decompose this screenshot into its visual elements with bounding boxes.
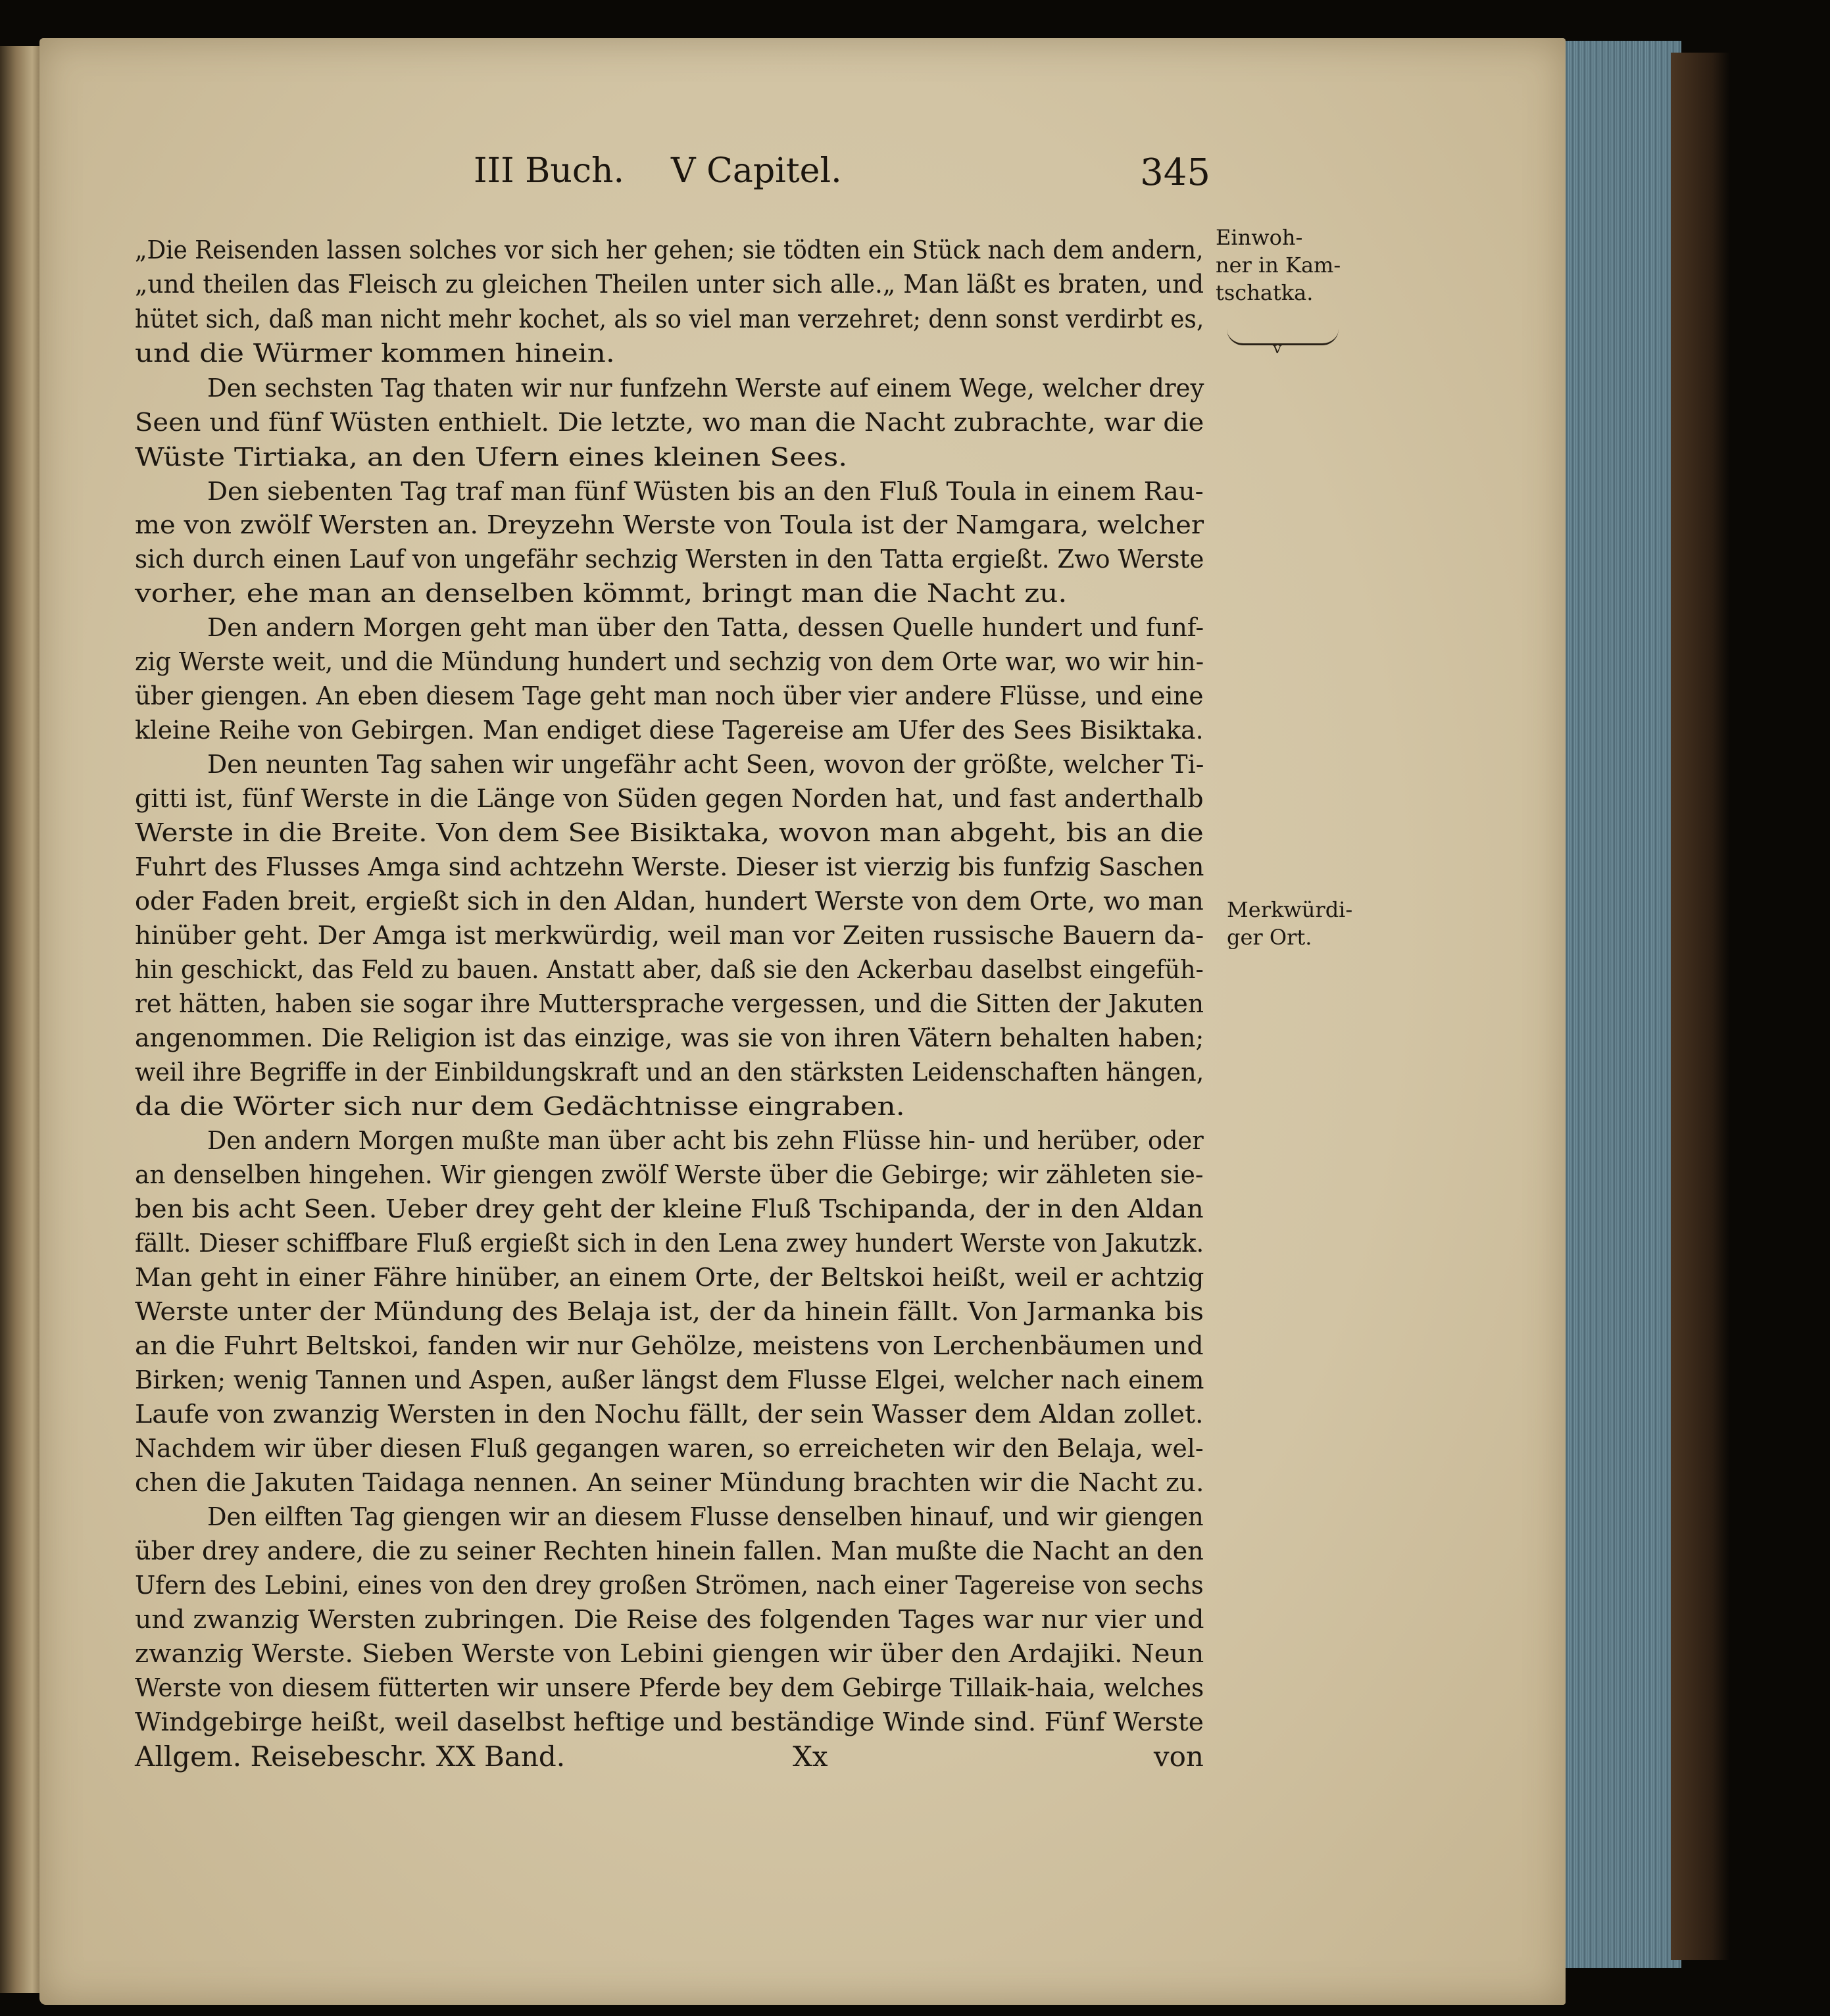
text-line: über drey andere, die zu seiner Rechten hinein fallen. Man mußte die Nacht an den [135, 1537, 1204, 1565]
margin-note-line: Einwoh- [1216, 225, 1303, 250]
margin-bracket [1227, 329, 1339, 345]
text-line: Birken; wenig Tannen und Aspen, außer längst dem Flusse Elgei, welcher nach einem [135, 1365, 1204, 1394]
text-line: gitti ist, fünf Werste in die Länge von Süden gegen Norden hat, und fast anderthalb [135, 784, 1204, 813]
text-line: an denselben hingehen. Wir giengen zwölf Werste über die Gebirge; wir zähleten sie- [135, 1160, 1204, 1189]
text-line: hütet sich, daß man nicht mehr kochet, als so viel man verzehret; denn sonst verdirbt es, [135, 305, 1204, 333]
margin-note-line: ger Ort. [1227, 925, 1312, 950]
text-line: hin geschickt, das Feld zu bauen. Anstatt aber, daß sie den Ackerbau daselbst eingefüh- [135, 955, 1204, 984]
signature-line: Allgem. Reisebeschr. XX Band. [135, 1740, 566, 1773]
running-header [474, 151, 1210, 204]
page-footer [135, 1740, 1204, 1774]
text-line: über giengen. An eben diesem Tage geht man noch über vier andere Flüsse, und eine [135, 681, 1204, 710]
text-line: zig Werste weit, und die Mündung hundert und sechzig von dem Orte war, wo wir hin- [135, 647, 1204, 676]
text-line: „Die Reisenden lassen solches vor sich her gehen; sie tödten ein Stück nach dem andern, [135, 235, 1204, 264]
text-line: Fuhrt des Flusses Amga sind achtzehn Werste. Dieser ist vierzig bis funfzig Saschen [135, 852, 1204, 881]
header-book: III Buch. [474, 151, 624, 191]
text-line: vorher, ehe man an denselben kömmt, bringt man die Nacht zu. [135, 579, 1068, 608]
text-line: Werste unter der Mündung des Belaja ist, der da hinein fällt. Von Jarmanka bis [135, 1297, 1204, 1326]
text-line: sich durch einen Lauf von ungefähr sechzig Wersten in den Tatta ergießt. Zwo Werste [135, 545, 1204, 574]
margin-note-inhabitants [1216, 224, 1341, 307]
text-line: Wüste Tirtiaka, an den Ufern eines kleinen Sees. [135, 443, 848, 472]
text-line: Werste von diesem fütterten wir unsere Pferde bey dem Gebirge Tillaik-haia, welches [135, 1673, 1204, 1702]
text-line: Den eilften Tag giengen wir an diesem Flusse denselben hinauf, und wir giengen [207, 1502, 1204, 1531]
text-line: „und theilen das Fleisch zu gleichen Theilen unter sich alle.„ Man läßt es braten, und [135, 270, 1204, 299]
text-line: me von zwölf Wersten an. Dreyzehn Werste von Toula ist der Namgara, welcher [135, 510, 1204, 539]
text-line: Den andern Morgen mußte man über acht bis zehn Flüsse hin- und herüber, oder [207, 1126, 1204, 1155]
text-line: Den neunten Tag sahen wir ungefähr acht Seen, wovon der größte, welcher Ti- [207, 750, 1204, 779]
text-line: Seen und fünf Wüsten enthielt. Die letzte, wo man die Nacht zubrachte, war die [135, 408, 1204, 437]
text-line: Ufern des Lebini, eines von den drey großen Strömen, nach einer Tagereise von sechs [135, 1571, 1204, 1600]
text-line: und zwanzig Wersten zubringen. Die Reise des folgenden Tages war nur vier und [135, 1605, 1204, 1634]
margin-note-remarkable-place [1227, 896, 1352, 951]
text-line: Den andern Morgen geht man über den Tatta, dessen Quelle hundert und funf- [207, 613, 1204, 642]
text-line: angenommen. Die Religion ist das einzige, was sie von ihren Vätern behalten haben; [135, 1023, 1204, 1052]
margin-note-line: Merkwürdi- [1227, 897, 1353, 922]
text-line: ben bis acht Seen. Ueber drey geht der kleine Fluß Tschipanda, der in den Aldan [135, 1194, 1204, 1223]
text-line: Den sechsten Tag thaten wir nur funfzehn Werste auf einem Wege, welcher drey [207, 374, 1204, 403]
text-line: Laufe von zwanzig Wersten in den Nochu fällt, der sein Wasser dem Aldan zollet. [135, 1400, 1204, 1429]
text-line: ret hätten, haben sie sogar ihre Muttersprache vergessen, und die Sitten der Jakuten [135, 989, 1204, 1018]
text-line: zwanzig Werste. Sieben Werste von Lebini giengen wir über den Ardajiki. Neun [135, 1639, 1204, 1668]
margin-note-line: ner in Kam- [1216, 253, 1341, 278]
text-line: da die Wörter sich nur dem Gedächtnisse eingraben. [135, 1092, 905, 1121]
book-cover-edge [1671, 53, 1730, 1960]
catchword: von [1153, 1740, 1204, 1773]
margin-note-line: tschatka. [1216, 280, 1314, 305]
text-line: hinüber geht. Der Amga ist merkwürdig, weil man vor Zeiten russische Bauern da- [135, 921, 1204, 950]
text-line: Den siebenten Tag traf man fünf Wüsten bis an den Fluß Toula in einem Rau- [207, 477, 1204, 506]
text-line: Windgebirge heißt, weil daselbst heftige und beständige Winde sind. Fünf Werste [135, 1708, 1204, 1736]
text-line: Werste in die Breite. Von dem See Bisiktaka, wovon man abgeht, bis an die [135, 818, 1204, 847]
text-line: Man geht in einer Fähre hinüber, an einem Orte, der Beltskoi heißt, weil er achtzig [135, 1263, 1204, 1292]
margin-bracket-tip: v [1273, 339, 1282, 357]
text-line: Nachdem wir über diesen Fluß gegangen waren, so erreicheten wir den Belaja, wel- [135, 1434, 1204, 1463]
text-line: kleine Reihe von Gebirgen. Man endiget diese Tagereise am Ufer des Sees Bisiktaka. [135, 716, 1204, 745]
sheet-mark: Xx [793, 1740, 828, 1773]
text-line: weil ihre Begriffe in der Einbildungskraft und an den stärksten Leidenschaften hängen, [135, 1058, 1204, 1087]
header-chapter: V Capitel. [671, 151, 842, 191]
text-line: oder Faden breit, ergießt sich in den Aldan, hundert Werste von dem Orte, wo man [135, 887, 1204, 916]
text-line: chen die Jakuten Taidaga nennen. An seiner Mündung brachten wir die Nacht zu. [135, 1468, 1204, 1497]
text-line: an die Fuhrt Beltskoi, fanden wir nur Gehölze, meistens von Lerchenbäumen und [135, 1331, 1204, 1360]
page-number: 345 [1140, 151, 1210, 194]
text-line: fällt. Dieser schiffbare Fluß ergießt sich in den Lena zwey hundert Werste von Jakutzk. [135, 1229, 1204, 1258]
page-fore-edge [1559, 41, 1681, 1968]
text-line: und die Würmer kommen hinein. [135, 339, 615, 368]
